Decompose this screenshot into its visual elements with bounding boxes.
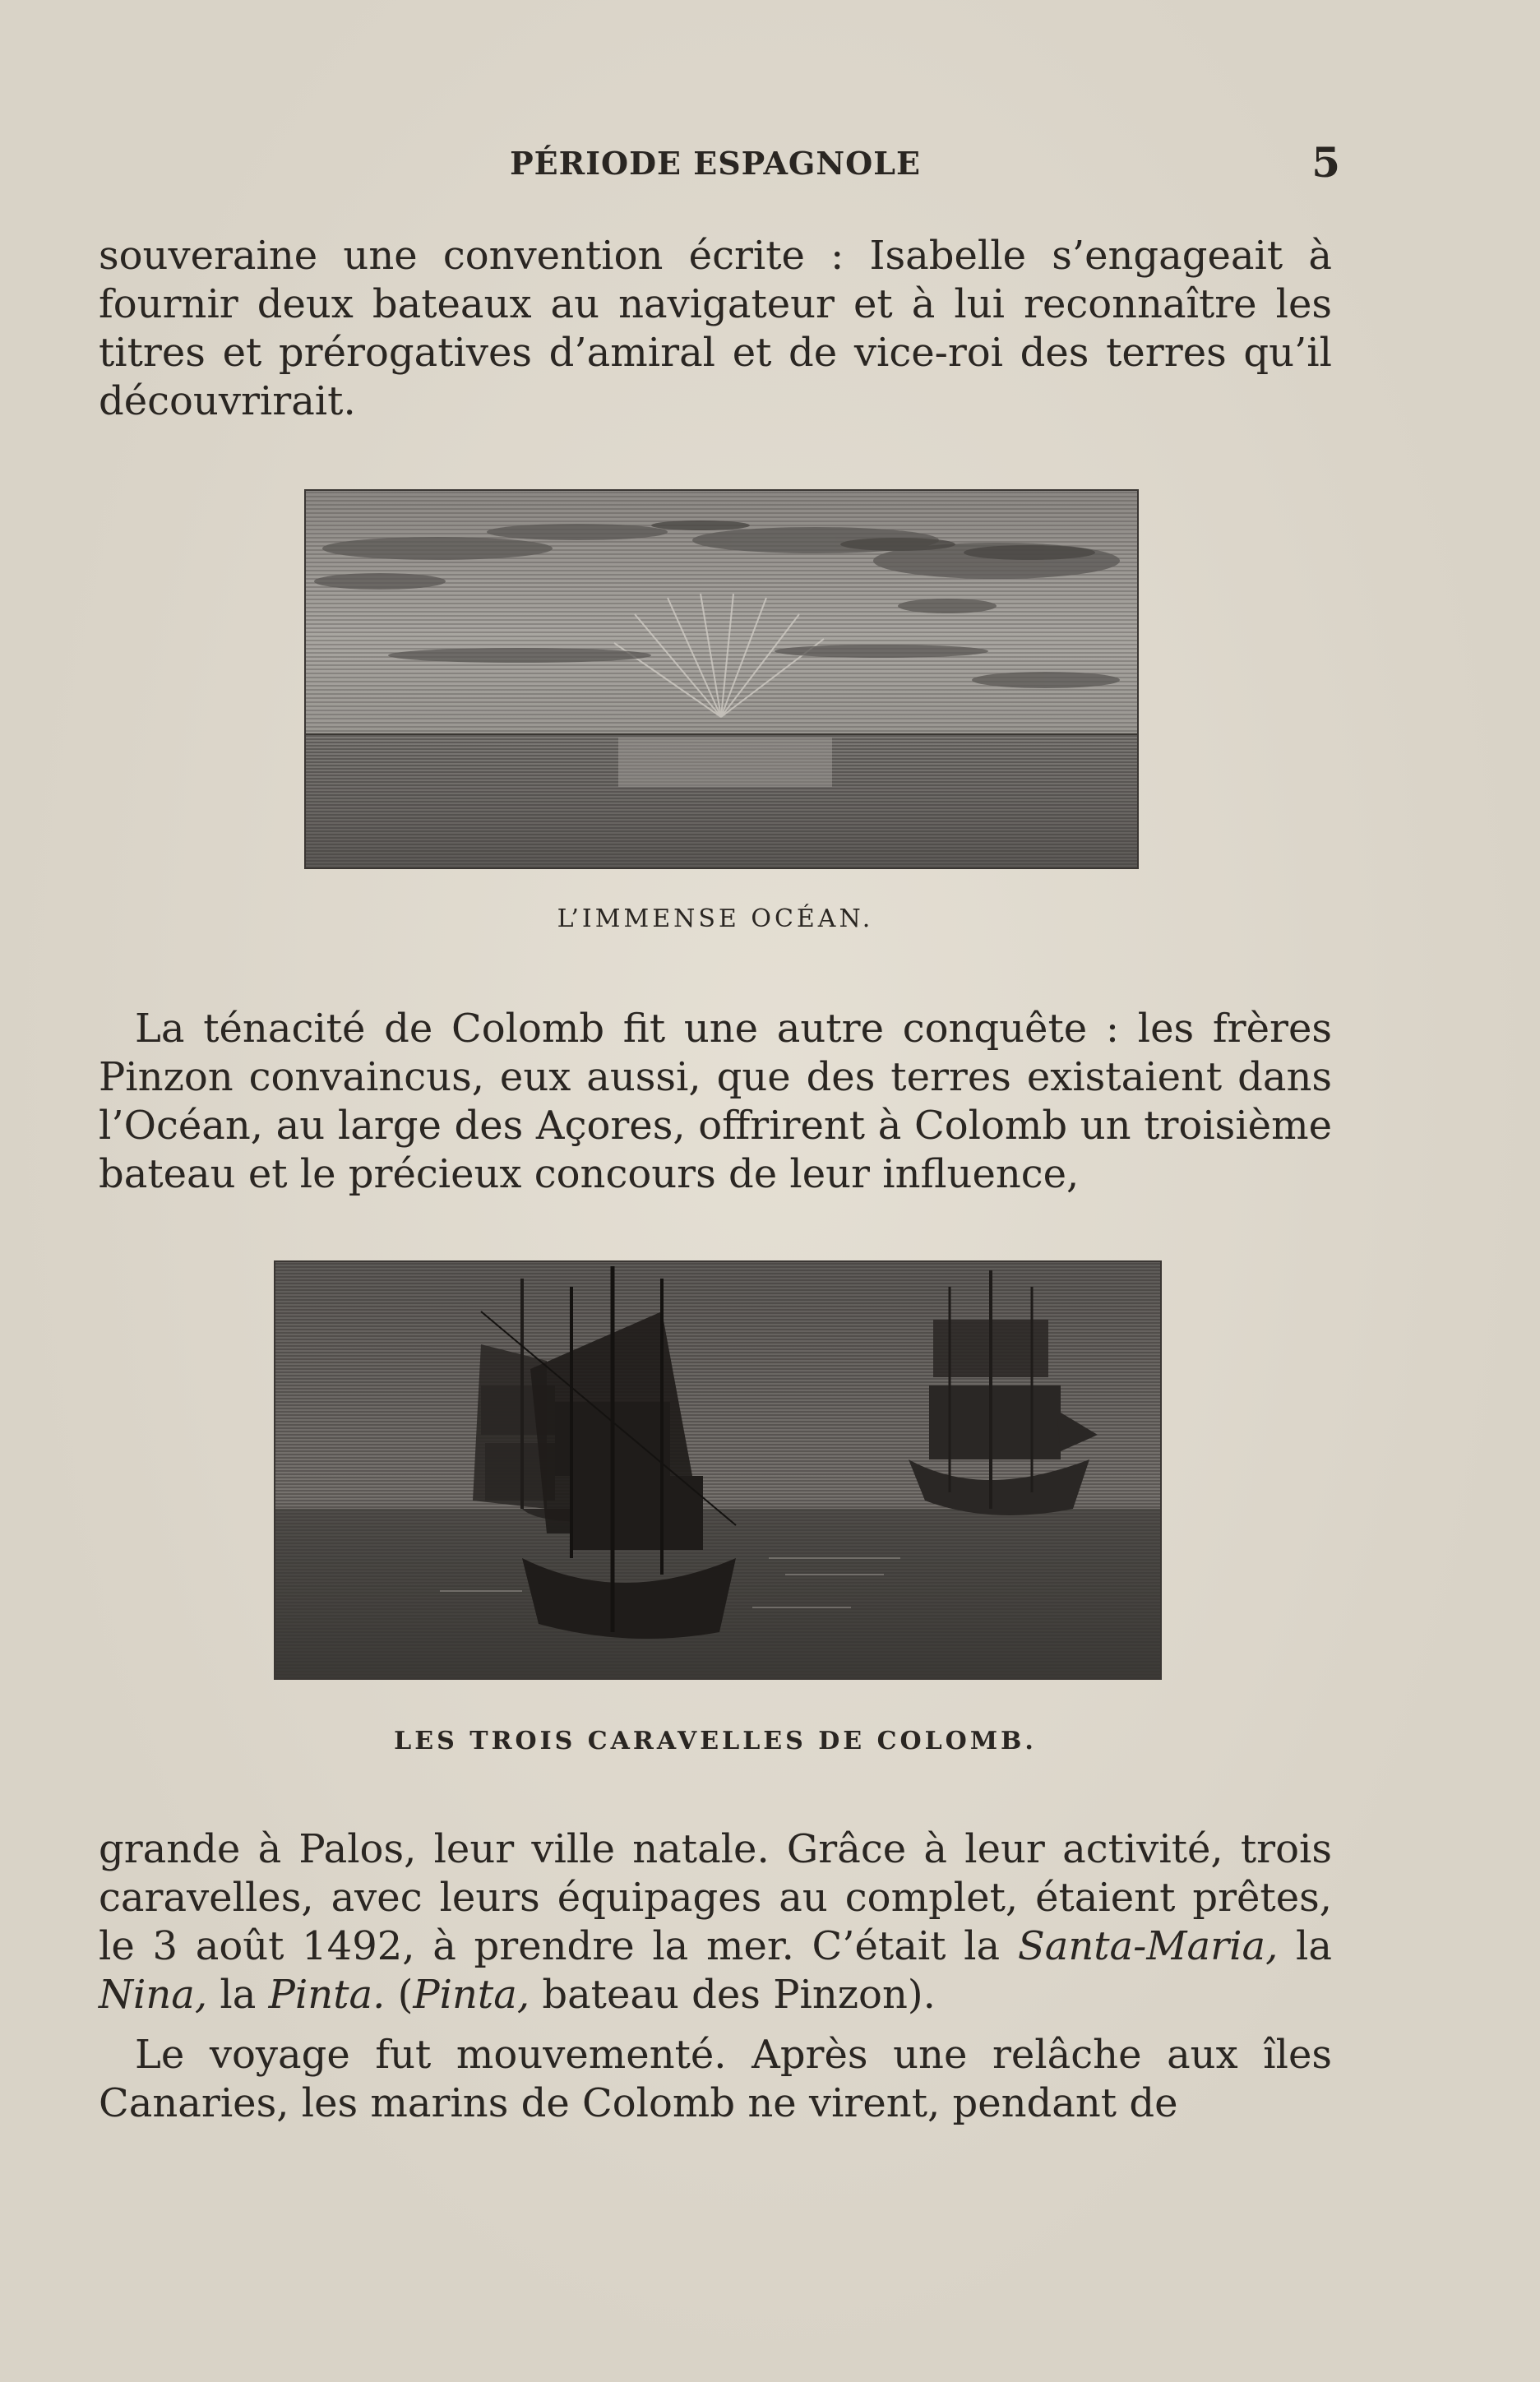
paragraph-3 bbox=[99, 1825, 1332, 2019]
running-title: PÉRIODE ESPAGNOLE bbox=[510, 145, 921, 182]
paragraph-3-text: grande à Palos, leur ville natale. Grâce à leur activité, trois caravelles, avec leurs équipages au complet, étaient prêtes, le 3 août 1492, à prendre la mer. C’était la bbox=[99, 1826, 1332, 1969]
ship-name-pinta-note: Pinta, bbox=[413, 1972, 530, 2018]
separator: ( bbox=[385, 1972, 414, 2018]
caption-ocean: L’IMMENSE OCÉAN. bbox=[557, 904, 874, 933]
caravels-engraving-image bbox=[275, 1262, 1160, 1678]
caravels-illustration bbox=[274, 1260, 1162, 1680]
caption-caravels: LES TROIS CARAVELLES DE COLOMB. bbox=[394, 1727, 1037, 1755]
paragraph-1: souveraine une convention écrite : Isabelle s’engageait à fournir deux bateaux au navigateur et à lui reconnaître les titres et prérogatives d’amiral et de vice-roi des terres qu’il découvrirait. bbox=[99, 233, 1332, 424]
ocean-illustration bbox=[304, 489, 1139, 869]
separator: la bbox=[1278, 1923, 1332, 1969]
ship-name-santa-maria: Santa-Maria, bbox=[1017, 1923, 1279, 1969]
paragraph-4: Le voyage fut mouvementé. Après une relâche aux îles Canaries, les marins de Colomb ne virent, pendant de bbox=[99, 2032, 1332, 2126]
paragraph-2: La ténacité de Colomb fit une autre conquête : les frères Pinzon convaincus, eux aussi, que des terres existaient dans l’Océan, au large des Açores, offrirent à Colomb un troisième bateau et le précieux concours de leur influence, bbox=[99, 1006, 1332, 1197]
separator: la bbox=[207, 1972, 269, 2018]
ship-name-pinta: Pinta. bbox=[268, 1972, 386, 2018]
ship-name-nina: Nina, bbox=[99, 1972, 208, 2018]
page-number: 5 bbox=[1311, 138, 1340, 187]
ocean-engraving-image bbox=[306, 491, 1137, 867]
paragraph-3-end: bateau des Pinzon). bbox=[530, 1972, 936, 2018]
running-head bbox=[99, 138, 1340, 187]
